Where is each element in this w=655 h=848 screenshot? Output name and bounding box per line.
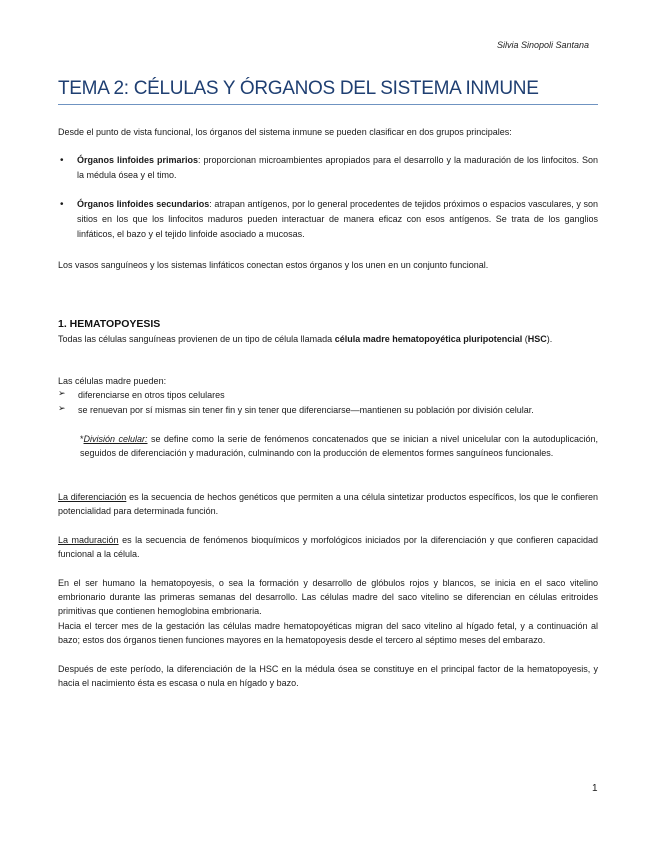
bullet-icon: •	[60, 199, 64, 210]
page-title: TEMA 2: CÉLULAS Y ÓRGANOS DEL SISTEMA INMUNE	[58, 78, 598, 105]
stem-cells-intro: Las células madre pueden:	[58, 376, 167, 386]
underlined-term: La maduración	[58, 535, 119, 545]
bold-term: HSC	[527, 334, 547, 344]
section-heading: 1. HEMATOPOYESIS	[58, 318, 161, 330]
text-span: ).	[546, 334, 553, 344]
bullet-icon: •	[60, 155, 64, 166]
vessels-paragraph: Los vasos sanguíneos y los sistemas linfáticos conectan estos órganos y los unen en un conjunto funcional.	[58, 260, 489, 270]
bullet-term: Órganos linfoides secundarios	[77, 199, 210, 209]
text-span: *	[80, 434, 84, 444]
note-term: División celular:	[83, 434, 148, 444]
text-span: (	[522, 334, 528, 344]
text-span: es la secuencia de fenómenos bioquímicos y morfológicos iniciados por la diferenciación y que confieren capacidad funcional a la célula.	[58, 535, 598, 559]
underlined-term: La diferenciación	[58, 492, 127, 502]
list-item: se renuevan por sí mismas sin tener fin y sin tener que diferenciarse—mantienen su población por división celular.	[78, 405, 534, 415]
bold-term: célula madre hematopoyética pluripotencial	[334, 334, 523, 344]
hsc-paragraph	[58, 332, 598, 346]
bullet-term: Órganos linfoides primarios	[77, 155, 198, 165]
bullet-text: : atrapan antígenos, por lo general procedentes de tejidos próximos o espacios vasculares, y son sitios en los que los linfocitos maduros pueden interactuar de manera eficaz con esos antígenos. Se trata de los ganglios linfáticos, el bazo y el tejido linfoide asociado a mucosas.	[77, 199, 598, 239]
header-author: Silvia Sinopoli Santana	[496, 40, 589, 50]
after-paragraph: Después de este período, la diferenciación de la HSC en la médula ósea se constituye en el principal factor de la hematopoyesis, y hacia el nacimiento ésta es escasa o nula en hígado y bazo.	[58, 664, 598, 688]
cell-division-note	[80, 432, 598, 460]
third-month-paragraph: Hacia el tercer mes de la gestación las células madre hematopoyéticas migran del saco vitelino al hígado fetal, y a continuación al bazo; estos dos órganos tienen funciones mayores en la hematopoyesis desde el tercero al séptimo meses del embarazo.	[58, 621, 598, 645]
maturation-paragraph	[58, 533, 598, 561]
intro-paragraph: Desde el punto de vista funcional, los órganos del sistema inmune se pueden clasificar en dos grupos principales:	[58, 127, 512, 137]
text-span: Todas las células sanguíneas provienen de un tipo de célula llamada	[58, 334, 335, 344]
page-number: 1	[592, 783, 598, 794]
human-paragraph: En el ser humano la hematopoyesis, o sea la formación y desarrollo de glóbulos rojos y blancos, se inicia en el saco vitelino embrionario durante las primeras semanas del desarrollo. Las células madre del saco vitelino se diferencian en células eritroides primitivas que contienen hemoglobina embrionaria.	[58, 578, 598, 616]
differentiation-paragraph	[58, 490, 598, 518]
text-span: es la secuencia de hechos genéticos que permiten a una célula sintetizar productos específicos, los que le confieren potencialidad para determinada función.	[58, 492, 598, 516]
list-item	[58, 153, 598, 183]
arrow-bullet-icon: ➢	[58, 403, 66, 413]
bullet-text: : proporcionan microambientes apropiados para el desarrollo y la maduración de los linfocitos. Son la médula ósea y el timo.	[77, 155, 598, 180]
list-item: diferenciarse en otros tipos celulares	[78, 390, 225, 400]
text-span: se define como la serie de fenómenos concatenados que se inician a nivel unicelular con la autoduplicación, seguidos de diferenciación y maduración, culminando con la producción de elementos formes sanguíneos funcionales.	[80, 434, 598, 458]
list-item	[58, 197, 598, 242]
arrow-bullet-icon: ➢	[58, 388, 66, 398]
